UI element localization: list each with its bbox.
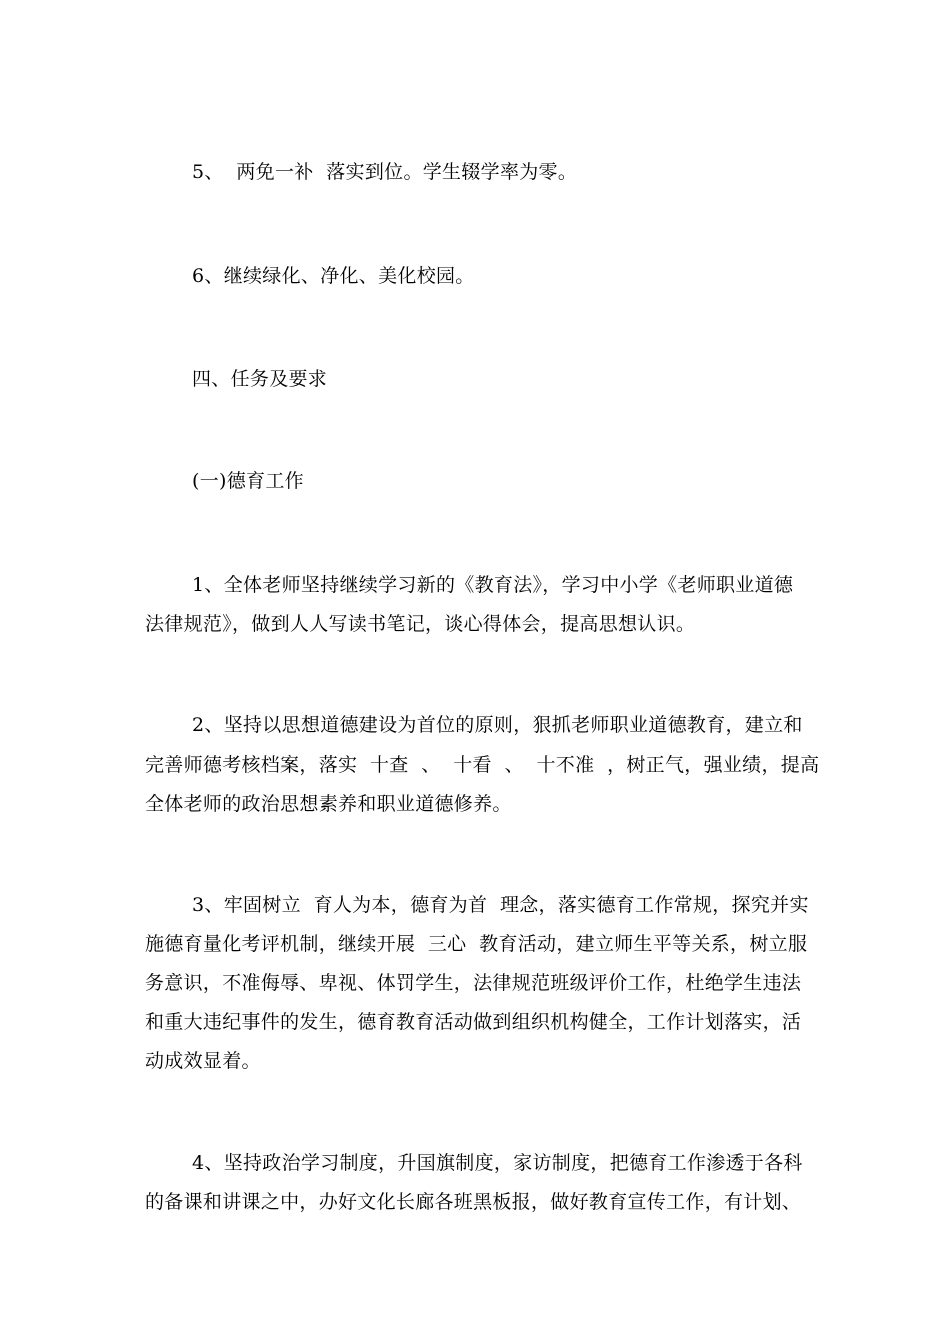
list-item-5: 5、 两免一补 落实到位。学生辍学率为零。 bbox=[192, 161, 578, 183]
paragraph-3-line-1: 3、牢固树立 育人为本，德育为首 理念，落实德育工作常规，探究并实 bbox=[192, 894, 809, 916]
subsection-heading: (一)德育工作 bbox=[192, 470, 304, 492]
section-heading: 四、任务及要求 bbox=[192, 368, 328, 390]
paragraph-1-line-2: 法律规范》，做到人人写读书笔记，谈心得体会，提高思想认识。 bbox=[145, 613, 696, 635]
paragraph-3-line-2: 施德育量化考评机制，继续开展 三心 教育活动，建立师生平等关系，树立服 bbox=[145, 933, 808, 955]
paragraph-3-line-5: 动成效显着。 bbox=[145, 1050, 261, 1072]
paragraph-4-line-2: 的备课和讲课之中，办好文化长廊各班黑板报，做好教育宣传工作，有计划、 bbox=[145, 1191, 802, 1213]
paragraph-2-line-3: 全体老师的政治思想素养和职业道德修养。 bbox=[145, 793, 512, 815]
paragraph-3-line-3: 务意识，不准侮辱、卑视、体罚学生，法律规范班级评价工作，杜绝学生违法 bbox=[145, 972, 802, 994]
list-item-6: 6、继续绿化、净化、美化校园。 bbox=[192, 265, 475, 287]
paragraph-3-line-4: 和重大违纪事件的发生，德育教育活动做到组织机构健全，工作计划落实，活 bbox=[145, 1011, 802, 1033]
paragraph-1-line-1: 1、全体老师坚持继续学习新的《教育法》，学习中小学《老师职业道德 bbox=[192, 574, 794, 596]
paragraph-4-line-1: 4、坚持政治学习制度，升国旗制度，家访制度，把德育工作渗透于各科 bbox=[192, 1152, 803, 1174]
paragraph-2-line-2: 完善师德考核档案，落实 十查 、 十看 、 十不准 ，树正气，强业绩，提高 bbox=[145, 754, 820, 776]
paragraph-2-line-1: 2、坚持以思想道德建设为首位的原则，狠抓老师职业道德教育，建立和 bbox=[192, 714, 803, 736]
